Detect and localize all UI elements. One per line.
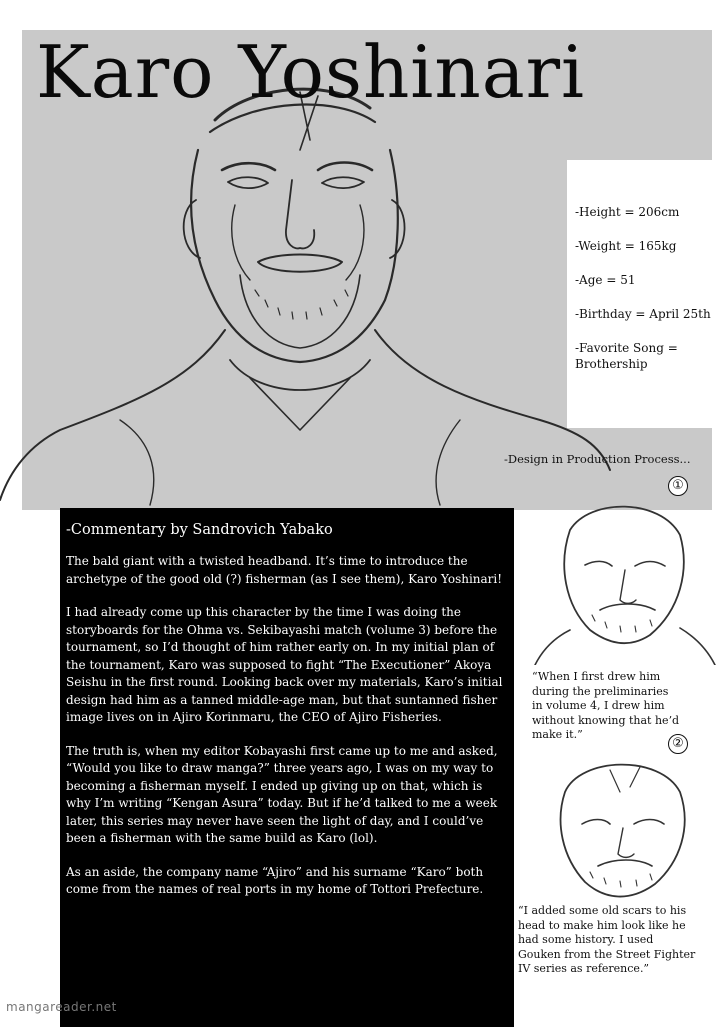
stat-favorite-song: -Favorite Song = Brothership — [575, 341, 678, 371]
commentary-paragraph: As an aside, the company name “Ajiro” and his surname “Karo” both come from the names of real ports in my home of Tottori Prefecture. — [66, 864, 484, 896]
watermark: mangareader.net — [6, 1000, 117, 1014]
design-caption-1: “When I first drew him during the preliminaries in volume 4, I drew him without knowing that he’d make it.” — [532, 670, 680, 741]
design-caption-2: “I added some old scars to his head to make him look like he had some history. I used Gouken from the Street Fighter IV series as reference.” — [518, 904, 696, 975]
page-title: Karo Yoshinari — [36, 30, 586, 114]
commentary-paragraph: I had already come up this character by the time I was doing the storyboards for the Ohma vs. Sekibayashi match (volume 3) before the tournament, so I’d thought of him rather early on. In my initial plan of the tournament, Karo was supposed to fight “The Executioner” Akoya Seishu in the first round. Looking back over my materials, Karo’s initial design had him as a tanned middle-age man, but that suntanned fisher image lives on in Ajiro Korinmaru, the CEO of Ajiro Fisheries. — [66, 605, 503, 724]
character-stats-box — [567, 160, 717, 428]
commentary-box — [60, 508, 514, 1027]
stat-height: -Height = 206cm — [575, 205, 680, 219]
design-sketch-2 — [530, 752, 720, 902]
stat-age: -Age = 51 — [575, 273, 636, 287]
commentary-paragraph: The bald giant with a twisted headband. It’s time to introduce the archetype of the good old (?) fisherman (as I see them), Karo Yoshinari! — [66, 554, 503, 586]
step-number-1: ① — [668, 476, 688, 496]
design-process-label: -Design in Production Process... — [504, 452, 691, 466]
stat-birthday: -Birthday = April 25th — [575, 307, 711, 321]
stat-weight: -Weight = 165kg — [575, 239, 677, 253]
commentary-heading: -Commentary by Sandrovich Yabako — [66, 522, 333, 538]
commentary-paragraph: The truth is, when my editor Kobayashi first came up to me and asked, “Would you like to draw manga?” three years ago, I was on my way to becoming a fisherman myself. I ended up giving up on that, which is why I’m writing “Kengan Asura” today. But if he’d talked to me a week later, this series may never have seen the light of day, and I could’ve been a fisherman with the same build as Karo (lol). — [66, 743, 498, 845]
step-number-2: ② — [668, 734, 688, 754]
design-sketch-1 — [530, 490, 720, 665]
